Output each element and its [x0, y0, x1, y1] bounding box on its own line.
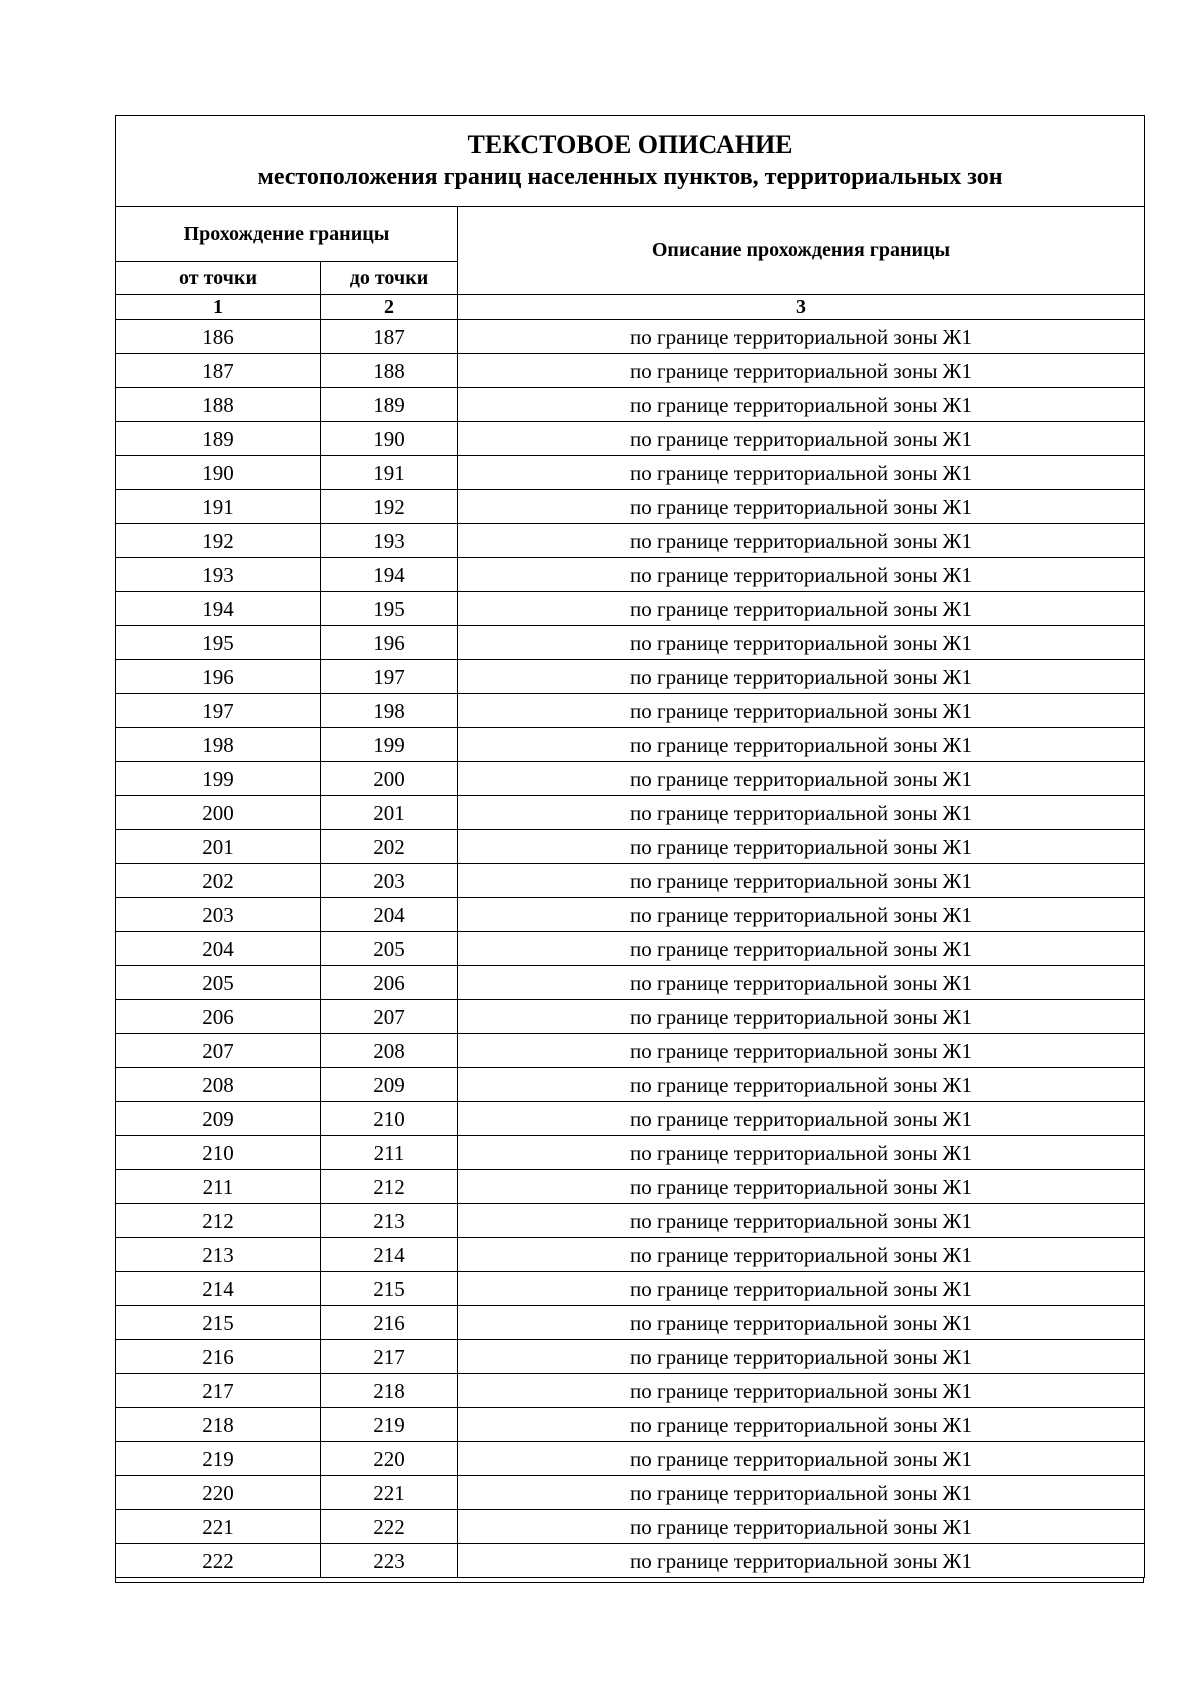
cell-to-point: 217 [321, 1340, 458, 1374]
cell-to-point: 218 [321, 1374, 458, 1408]
cell-to-point: 210 [321, 1102, 458, 1136]
cell-description: по границе территориальной зоны Ж1 [458, 1442, 1145, 1476]
table-row [116, 1374, 1145, 1408]
cell-to-point: 208 [321, 1034, 458, 1068]
cell-to-point: 203 [321, 864, 458, 898]
cell-description: по границе территориальной зоны Ж1 [458, 1204, 1145, 1238]
cell-from-point: 208 [116, 1068, 321, 1102]
table-row [116, 1204, 1145, 1238]
cell-from-point: 216 [116, 1340, 321, 1374]
cell-description: по границе территориальной зоны Ж1 [458, 1374, 1145, 1408]
cell-description: по границе территориальной зоны Ж1 [458, 1544, 1145, 1578]
cell-to-point: 206 [321, 966, 458, 1000]
cell-description: по границе территориальной зоны Ж1 [458, 592, 1145, 626]
cell-description: по границе территориальной зоны Ж1 [458, 626, 1145, 660]
cell-from-point: 214 [116, 1272, 321, 1306]
cell-description: по границе территориальной зоны Ж1 [458, 728, 1145, 762]
cell-description: по границе территориальной зоны Ж1 [458, 354, 1145, 388]
table-row [116, 1408, 1145, 1442]
cell-description: по границе территориальной зоны Ж1 [458, 1102, 1145, 1136]
document-subtitle: местоположения границ населенных пунктов, территориальных зон [257, 164, 1003, 190]
cell-from-point: 220 [116, 1476, 321, 1510]
cell-to-point: 189 [321, 388, 458, 422]
cell-description: по границе территориальной зоны Ж1 [458, 1034, 1145, 1068]
table-row [116, 1136, 1145, 1170]
cell-to-point: 192 [321, 490, 458, 524]
cell-description: по границе территориальной зоны Ж1 [458, 966, 1145, 1000]
cell-from-point: 188 [116, 388, 321, 422]
cell-from-point: 191 [116, 490, 321, 524]
cell-to-point: 205 [321, 932, 458, 966]
cell-description: по границе территориальной зоны Ж1 [458, 1170, 1145, 1204]
cell-to-point: 187 [321, 320, 458, 354]
table-row [116, 1000, 1145, 1034]
cell-from-point: 221 [116, 1510, 321, 1544]
table-row [116, 320, 1145, 354]
cell-from-point: 195 [116, 626, 321, 660]
header-passage: Прохождение границы [116, 207, 458, 262]
cell-to-point: 202 [321, 830, 458, 864]
cell-description: по границе территориальной зоны Ж1 [458, 490, 1145, 524]
cell-description: по границе территориальной зоны Ж1 [458, 1408, 1145, 1442]
table-row [116, 1510, 1145, 1544]
cell-from-point: 217 [116, 1374, 321, 1408]
cell-description: по границе территориальной зоны Ж1 [458, 762, 1145, 796]
cell-description: по границе территориальной зоны Ж1 [458, 1340, 1145, 1374]
cell-description: по границе территориальной зоны Ж1 [458, 1306, 1145, 1340]
cell-description: по границе территориальной зоны Ж1 [458, 1510, 1145, 1544]
cell-description: по границе территориальной зоны Ж1 [458, 558, 1145, 592]
cell-to-point: 196 [321, 626, 458, 660]
header-to: до точки [321, 262, 458, 295]
cell-description: по границе территориальной зоны Ж1 [458, 1000, 1145, 1034]
cell-from-point: 218 [116, 1408, 321, 1442]
table-row [116, 830, 1145, 864]
table-row [116, 1238, 1145, 1272]
document-title: ТЕКСТОВОЕ ОПИСАНИЕ [467, 130, 793, 159]
cell-description: по границе территориальной зоны Ж1 [458, 660, 1145, 694]
header-row-top [116, 207, 1145, 262]
cell-from-point: 187 [116, 354, 321, 388]
column-number-3: 3 [458, 295, 1145, 320]
boundary-table [115, 115, 1145, 1578]
cell-to-point: 216 [321, 1306, 458, 1340]
cell-to-point: 211 [321, 1136, 458, 1170]
cell-to-point: 219 [321, 1408, 458, 1442]
cell-to-point: 193 [321, 524, 458, 558]
cell-to-point: 194 [321, 558, 458, 592]
cell-from-point: 211 [116, 1170, 321, 1204]
table-row [116, 966, 1145, 1000]
cell-from-point: 198 [116, 728, 321, 762]
table-row [116, 422, 1145, 456]
table-row [116, 354, 1145, 388]
cell-from-point: 215 [116, 1306, 321, 1340]
column-number-row [116, 295, 1145, 320]
table-row [116, 1102, 1145, 1136]
cell-from-point: 202 [116, 864, 321, 898]
cell-to-point: 198 [321, 694, 458, 728]
table-row [116, 1476, 1145, 1510]
table-row [116, 592, 1145, 626]
cell-from-point: 203 [116, 898, 321, 932]
table-row [116, 694, 1145, 728]
table-row [116, 898, 1145, 932]
cell-description: по границе территориальной зоны Ж1 [458, 1238, 1145, 1272]
cell-from-point: 213 [116, 1238, 321, 1272]
cell-from-point: 196 [116, 660, 321, 694]
table-row [116, 864, 1145, 898]
table-row [116, 388, 1145, 422]
table-row [116, 1544, 1145, 1578]
cell-description: по границе территориальной зоны Ж1 [458, 694, 1145, 728]
table-bottom-border [115, 1578, 1144, 1583]
cell-description: по границе территориальной зоны Ж1 [458, 830, 1145, 864]
cell-to-point: 200 [321, 762, 458, 796]
cell-from-point: 201 [116, 830, 321, 864]
cell-from-point: 194 [116, 592, 321, 626]
cell-description: по границе территориальной зоны Ж1 [458, 932, 1145, 966]
column-number-2: 2 [321, 295, 458, 320]
cell-to-point: 191 [321, 456, 458, 490]
cell-description: по границе территориальной зоны Ж1 [458, 524, 1145, 558]
cell-from-point: 193 [116, 558, 321, 592]
table-row [116, 1306, 1145, 1340]
cell-to-point: 199 [321, 728, 458, 762]
title-row [116, 116, 1145, 207]
cell-from-point: 189 [116, 422, 321, 456]
cell-description: по границе территориальной зоны Ж1 [458, 1476, 1145, 1510]
table-row [116, 1068, 1145, 1102]
cell-description: по границе территориальной зоны Ж1 [458, 864, 1145, 898]
cell-to-point: 220 [321, 1442, 458, 1476]
table-row [116, 456, 1145, 490]
column-number-1: 1 [116, 295, 321, 320]
cell-from-point: 204 [116, 932, 321, 966]
cell-from-point: 199 [116, 762, 321, 796]
table-row [116, 1170, 1145, 1204]
table-row [116, 1442, 1145, 1476]
cell-to-point: 214 [321, 1238, 458, 1272]
table-row [116, 660, 1145, 694]
cell-description: по границе территориальной зоны Ж1 [458, 320, 1145, 354]
cell-to-point: 204 [321, 898, 458, 932]
cell-from-point: 197 [116, 694, 321, 728]
cell-from-point: 222 [116, 1544, 321, 1578]
cell-from-point: 186 [116, 320, 321, 354]
cell-description: по границе территориальной зоны Ж1 [458, 1136, 1145, 1170]
cell-to-point: 222 [321, 1510, 458, 1544]
header-from: от точки [116, 262, 321, 295]
cell-from-point: 219 [116, 1442, 321, 1476]
table-row [116, 932, 1145, 966]
cell-description: по границе территориальной зоны Ж1 [458, 422, 1145, 456]
cell-to-point: 215 [321, 1272, 458, 1306]
cell-to-point: 212 [321, 1170, 458, 1204]
table-row [116, 524, 1145, 558]
cell-to-point: 221 [321, 1476, 458, 1510]
cell-to-point: 223 [321, 1544, 458, 1578]
cell-from-point: 206 [116, 1000, 321, 1034]
title-cell [116, 116, 1145, 207]
table-row [116, 558, 1145, 592]
cell-description: по границе территориальной зоны Ж1 [458, 1068, 1145, 1102]
cell-from-point: 192 [116, 524, 321, 558]
cell-from-point: 212 [116, 1204, 321, 1238]
cell-description: по границе территориальной зоны Ж1 [458, 388, 1145, 422]
table-row [116, 626, 1145, 660]
cell-from-point: 210 [116, 1136, 321, 1170]
cell-from-point: 205 [116, 966, 321, 1000]
cell-to-point: 209 [321, 1068, 458, 1102]
cell-from-point: 200 [116, 796, 321, 830]
cell-to-point: 201 [321, 796, 458, 830]
boundary-description-document [115, 115, 1144, 1583]
cell-description: по границе территориальной зоны Ж1 [458, 1272, 1145, 1306]
cell-to-point: 213 [321, 1204, 458, 1238]
header-description: Описание прохождения границы [458, 207, 1145, 295]
table-row [116, 1340, 1145, 1374]
table-row [116, 1272, 1145, 1306]
cell-to-point: 197 [321, 660, 458, 694]
cell-description: по границе территориальной зоны Ж1 [458, 456, 1145, 490]
table-row [116, 1034, 1145, 1068]
cell-to-point: 195 [321, 592, 458, 626]
cell-from-point: 209 [116, 1102, 321, 1136]
cell-to-point: 207 [321, 1000, 458, 1034]
cell-to-point: 190 [321, 422, 458, 456]
table-row [116, 490, 1145, 524]
table-row [116, 762, 1145, 796]
cell-from-point: 207 [116, 1034, 321, 1068]
cell-to-point: 188 [321, 354, 458, 388]
cell-from-point: 190 [116, 456, 321, 490]
table-row [116, 796, 1145, 830]
cell-description: по границе территориальной зоны Ж1 [458, 796, 1145, 830]
table-row [116, 728, 1145, 762]
cell-description: по границе территориальной зоны Ж1 [458, 898, 1145, 932]
